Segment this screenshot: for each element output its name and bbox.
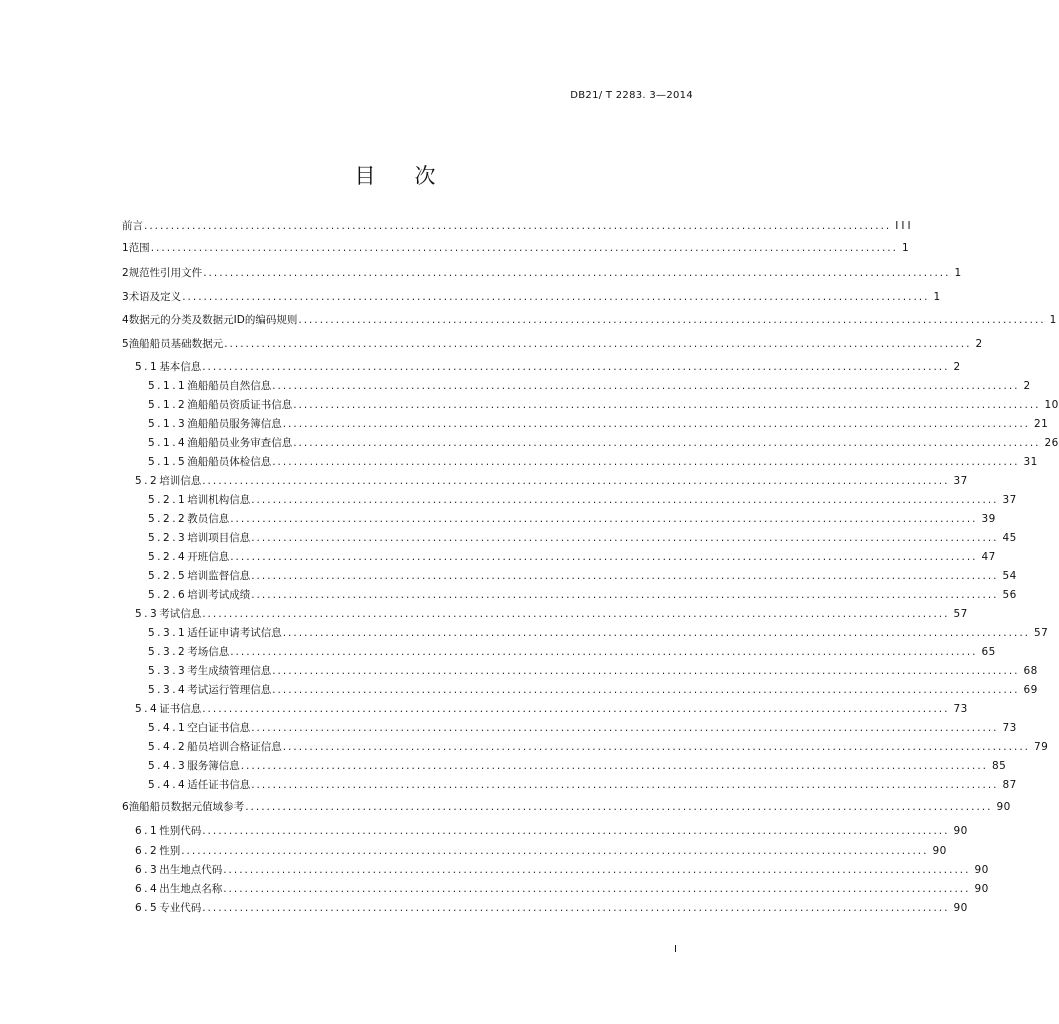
toc-entry[interactable] [122, 335, 983, 351]
toc-entry[interactable] [122, 239, 910, 255]
toc-entry[interactable] [135, 899, 968, 915]
toc-entry-number: 5.4.4 [148, 779, 188, 791]
toc-entry-label: 考试运行管理信息 [187, 684, 272, 696]
toc-entry-page: 47 [981, 551, 996, 563]
toc-entry-page: 2 [953, 361, 961, 373]
toc-entry-page: 2 [1023, 380, 1031, 392]
toc-entry-number: 5.1.1 [148, 380, 188, 392]
toc-entry-page: 39 [981, 513, 996, 525]
toc-entry-label: 证书信息 [159, 703, 202, 715]
toc-entry-number: 5.1 [135, 361, 160, 373]
toc-entry-page: 87 [1002, 779, 1017, 791]
toc-entry-page: 90 [932, 845, 947, 857]
toc-entry[interactable] [148, 377, 1031, 393]
toc-entry-page: 90 [953, 825, 968, 837]
toc-entry-label: 基本信息 [159, 361, 202, 373]
toc-entry-number: 5.1.3 [148, 418, 188, 430]
toc-entry-label: 出生地点名称 [159, 883, 223, 895]
toc-dot-leader: ............................................................................................................................................ [203, 267, 951, 279]
toc-dot-leader: ............................................................................................................................................ [293, 437, 1041, 449]
toc-entry-label: 渔船船员基础数据元 [128, 338, 224, 350]
toc-entry-page: 90 [953, 902, 968, 914]
toc-entry[interactable] [122, 798, 1011, 814]
toc-entry-page: 69 [1023, 684, 1038, 696]
toc-entry[interactable] [135, 700, 968, 716]
toc-dot-leader: ............................................................................................................................................ [245, 801, 993, 813]
toc-entry[interactable] [148, 529, 1017, 545]
toc-entry[interactable] [122, 217, 914, 233]
toc-entry-page: 65 [981, 646, 996, 658]
toc-entry-page: 73 [1002, 722, 1017, 734]
page-number: I [674, 944, 677, 955]
toc-entry-number: 6 [122, 801, 129, 813]
toc-dot-leader: ............................................................................................................................................ [251, 570, 999, 582]
toc-dot-leader: ............................................................................................................................................ [251, 779, 999, 791]
toc-dot-leader: ............................................................................................................................................ [272, 665, 1020, 677]
toc-entry-label: 适任证申请考试信息 [187, 627, 282, 639]
toc-entry-number: 1 [122, 242, 129, 254]
toc-entry[interactable] [135, 358, 961, 374]
title-char-1: 目 [354, 164, 377, 188]
toc-dot-leader: ............................................................................................................................................ [251, 494, 999, 506]
toc-entry-label: 范围 [128, 242, 150, 254]
toc-entry-page: 21 [1034, 418, 1049, 430]
toc-entry-page: 68 [1023, 665, 1038, 677]
toc-entry-label: 培训信息 [159, 475, 202, 487]
toc-entry[interactable] [122, 311, 1057, 327]
toc-dot-leader: ............................................................................................................................................ [293, 399, 1041, 411]
toc-entry-label: 适任证书信息 [187, 779, 251, 791]
toc-entry-number: 6.5 [135, 902, 160, 914]
toc-entry-number: 5.2.5 [148, 570, 188, 582]
toc-dot-leader: ............................................................................................................................................ [298, 314, 1046, 326]
toc-dot-leader: ............................................................................................................................................ [223, 864, 971, 876]
toc-entry-number: 5.4.1 [148, 722, 188, 734]
toc-entry-number: 5.4.2 [148, 741, 188, 753]
toc-dot-leader: ............................................................................................................................................ [272, 380, 1020, 392]
toc-entry-page: 31 [1023, 456, 1038, 468]
toc-entry-number: 6.2 [135, 845, 160, 857]
toc-entry-label: 考生成绩管理信息 [187, 665, 272, 677]
toc-entry-number: 5.2.3 [148, 532, 188, 544]
toc-entry-label: 规范性引用文件 [128, 267, 203, 279]
toc-dot-leader: ............................................................................................................................................ [202, 475, 950, 487]
toc-entry[interactable] [135, 822, 968, 838]
toc-entry-page: 90 [974, 883, 989, 895]
toc-entry-page: 73 [953, 703, 968, 715]
toc-entry-label: 船员培训合格证信息 [187, 741, 282, 753]
toc-entry[interactable] [148, 415, 1049, 431]
toc-dot-leader: ............................................................................................................................................ [182, 291, 930, 303]
toc-dot-leader: ............................................................................................................................................ [144, 220, 892, 232]
toc-entry-page: 1 [901, 242, 910, 254]
toc-entry-page: 37 [1002, 494, 1017, 506]
toc-entry[interactable] [135, 472, 968, 488]
toc-entry-page: 90 [996, 801, 1011, 813]
toc-entry-label: 考场信息 [187, 646, 230, 658]
toc-entry-number: 5.3.2 [148, 646, 188, 658]
toc-entry-label: 性别 [159, 845, 181, 857]
toc-entry[interactable] [148, 510, 996, 526]
toc-entry[interactable] [148, 434, 1059, 450]
document-code: DB21/ T 2283. 3—2014 [570, 90, 693, 101]
toc-entry-page: 2 [975, 338, 983, 350]
toc-entry-label: 数据元的分类及数据元ID的编码规则 [128, 314, 298, 326]
toc-entry-label: 出生地点代码 [159, 864, 223, 876]
toc-entry[interactable] [148, 586, 1017, 602]
page-title [0, 160, 791, 190]
toc-entry-label: 服务簿信息 [187, 760, 240, 772]
toc-dot-leader: ............................................................................................................................................ [272, 456, 1020, 468]
toc-dot-leader: ............................................................................................................................................ [282, 627, 1030, 639]
toc-dot-leader: ............................................................................................................................................ [202, 825, 950, 837]
toc-dot-leader: ............................................................................................................................................ [223, 883, 971, 895]
toc-entry[interactable] [148, 624, 1049, 640]
toc-entry-label: 渔船船员体检信息 [187, 456, 272, 468]
toc-entry-number: 6.3 [135, 864, 160, 876]
toc-entry-label: 培训监督信息 [187, 570, 251, 582]
toc-entry-page: 57 [953, 608, 968, 620]
toc-entry[interactable] [148, 396, 1059, 412]
toc-dot-leader: ............................................................................................................................................ [202, 703, 950, 715]
toc-dot-leader: ............................................................................................................................................ [251, 589, 999, 601]
toc-entry-page: 1 [933, 291, 941, 303]
toc-dot-leader: ............................................................................................................................................ [181, 845, 929, 857]
toc-dot-leader: ............................................................................................................................................ [230, 551, 978, 563]
toc-entry[interactable] [135, 842, 947, 858]
toc-entry-number: 5.1.4 [148, 437, 188, 449]
toc-dot-leader: ............................................................................................................................................ [251, 722, 999, 734]
toc-entry[interactable] [148, 776, 1017, 792]
toc-entry-label: 专业代码 [159, 902, 202, 914]
toc-entry-number: 4 [122, 314, 129, 326]
toc-entry[interactable] [135, 861, 989, 877]
toc-entry-label: 培训机构信息 [187, 494, 251, 506]
toc-dot-leader: ............................................................................................................................................ [202, 902, 950, 914]
toc-entry-label: 教员信息 [187, 513, 230, 525]
toc-entry[interactable] [122, 288, 941, 304]
title-char-2: 次 [414, 164, 437, 188]
toc-entry-number: 5.2.6 [148, 589, 188, 601]
toc-dot-leader: ............................................................................................................................................ [282, 741, 1030, 753]
toc-entry-label: 前言 [122, 220, 143, 232]
toc-entry-page: 1 [954, 267, 962, 279]
toc-entry[interactable] [148, 491, 1017, 507]
toc-dot-leader: ............................................................................................................................................ [272, 684, 1020, 696]
toc-entry-number: 5.2.2 [148, 513, 188, 525]
toc-entry-page: III [895, 220, 914, 232]
toc-entry-label: 培训考试成绩 [187, 589, 251, 601]
toc-dot-leader: ............................................................................................................................................ [202, 361, 950, 373]
toc-entry-number: 5.1.2 [148, 399, 188, 411]
toc-entry[interactable] [148, 681, 1038, 697]
toc-entry-number: 5.3 [135, 608, 160, 620]
toc-entry[interactable] [148, 662, 1038, 678]
toc-entry-page: 79 [1034, 741, 1049, 753]
toc-entry-number: 5.2.1 [148, 494, 188, 506]
toc-entry-label: 渔船船员业务审查信息 [187, 437, 293, 449]
toc-entry[interactable] [148, 643, 996, 659]
toc-entry-page: 26 [1044, 437, 1059, 449]
toc-dot-leader: ............................................................................................................................................ [282, 418, 1030, 430]
toc-dot-leader: ............................................................................................................................................ [150, 242, 898, 254]
toc-entry[interactable] [135, 605, 968, 621]
toc-dot-leader: ............................................................................................................................................ [251, 532, 999, 544]
toc-entry-label: 空白证书信息 [187, 722, 251, 734]
toc-entry-label: 渔船船员资质证书信息 [187, 399, 293, 411]
toc-entry-page: 57 [1034, 627, 1049, 639]
toc-entry-label: 术语及定义 [128, 291, 182, 303]
toc-entry-label: 考试信息 [159, 608, 202, 620]
toc-dot-leader: ............................................................................................................................................ [240, 760, 988, 772]
toc-entry[interactable] [135, 880, 989, 896]
toc-entry-page: 45 [1002, 532, 1017, 544]
toc-entry-page: 1 [1049, 314, 1057, 326]
toc-entry-number: 5.3.1 [148, 627, 188, 639]
toc-entry[interactable] [148, 757, 1007, 773]
toc-dot-leader: ............................................................................................................................................ [202, 608, 950, 620]
toc-entry-number: 5.1.5 [148, 456, 188, 468]
toc-entry[interactable] [148, 548, 996, 564]
toc-entry[interactable] [148, 738, 1049, 754]
toc-entry[interactable] [122, 264, 962, 280]
toc-entry-number: 3 [122, 291, 129, 303]
toc-entry-label: 培训项目信息 [187, 532, 251, 544]
toc-dot-leader: ............................................................................................................................................ [224, 338, 972, 350]
toc-entry-page: 90 [974, 864, 989, 876]
toc-entry[interactable] [148, 567, 1017, 583]
toc-entry-page: 37 [953, 475, 968, 487]
toc-entry-number: 5.3.3 [148, 665, 188, 677]
toc-entry-number: 5.3.4 [148, 684, 188, 696]
toc-entry-label: 渔船船员数据元值域参考 [128, 801, 245, 813]
toc-entry-label: 渔船船员服务簿信息 [187, 418, 282, 430]
toc-entry-number: 5.4 [135, 703, 160, 715]
toc-entry-page: 54 [1002, 570, 1017, 582]
toc-entry-label: 渔船船员自然信息 [187, 380, 272, 392]
toc-entry-label: 性别代码 [159, 825, 202, 837]
toc-entry-number: 5.4.3 [148, 760, 188, 772]
toc-entry-page: 10 [1044, 399, 1059, 411]
toc-entry-number: 6.4 [135, 883, 160, 895]
toc-entry-number: 2 [122, 267, 129, 279]
toc-entry-number: 5.2.4 [148, 551, 188, 563]
toc-entry-number: 6.1 [135, 825, 160, 837]
toc-dot-leader: ............................................................................................................................................ [230, 646, 978, 658]
toc-entry-page: 56 [1002, 589, 1017, 601]
toc-dot-leader: ............................................................................................................................................ [230, 513, 978, 525]
toc-entry-page: 85 [992, 760, 1007, 772]
toc-entry-number: 5 [122, 338, 129, 350]
toc-entry-label: 开班信息 [187, 551, 230, 563]
toc-entry[interactable] [148, 719, 1017, 735]
toc-entry-number: 5.2 [135, 475, 160, 487]
toc-entry[interactable] [148, 453, 1038, 469]
